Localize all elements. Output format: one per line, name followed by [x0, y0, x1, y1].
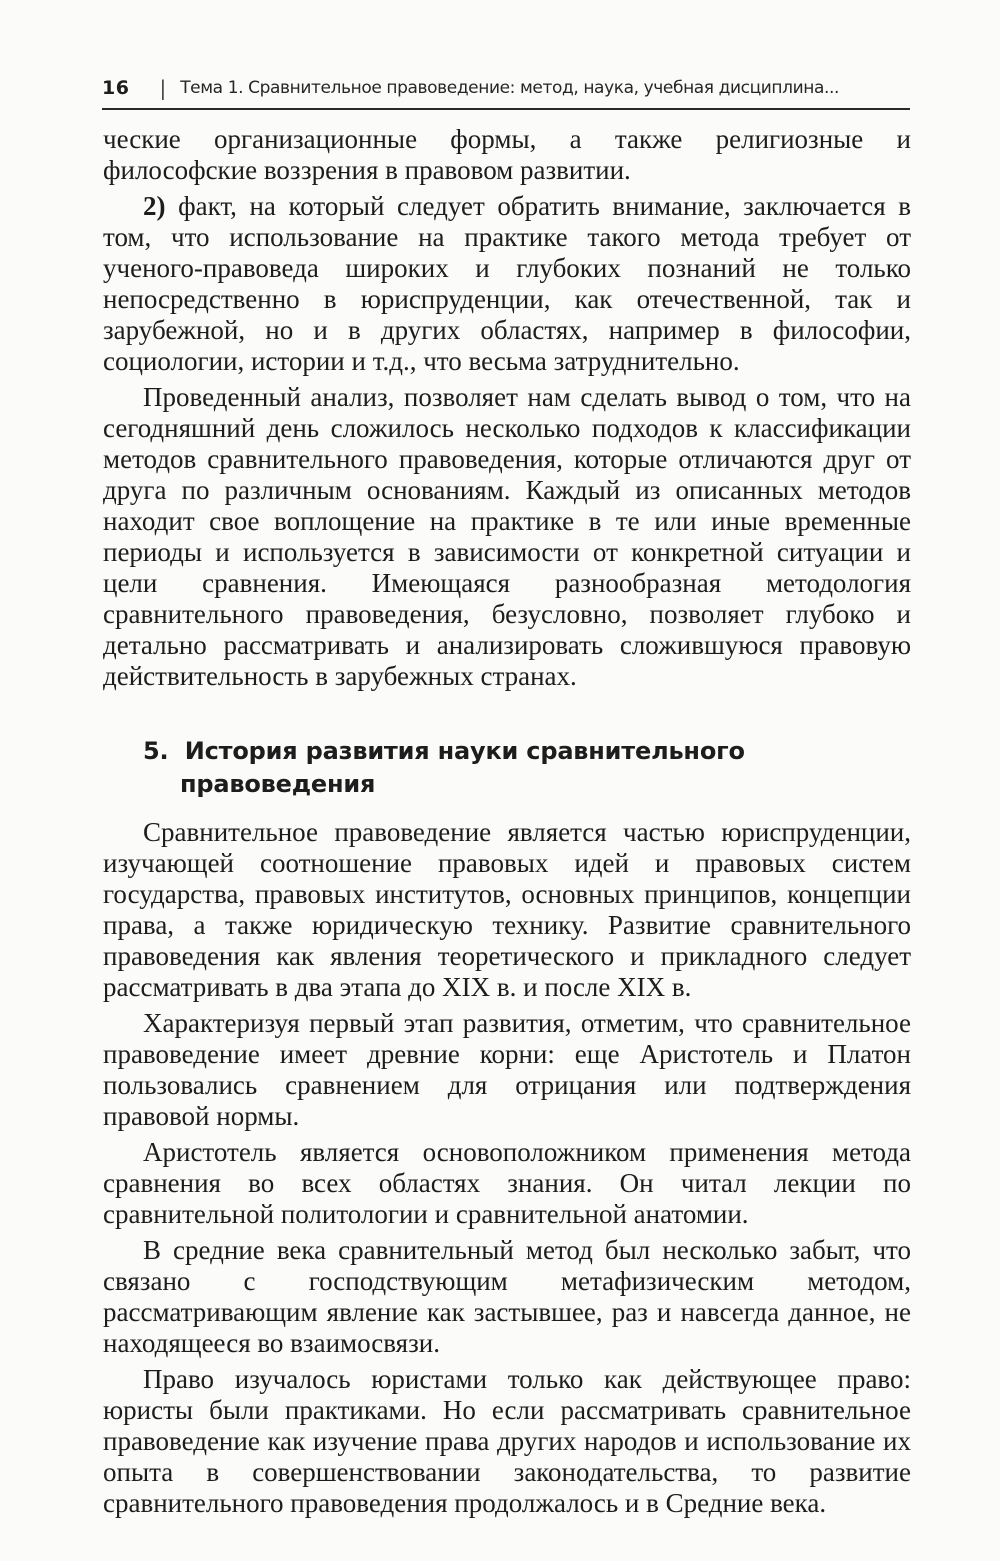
paragraph-continued: ческие организационные формы, а также религиозные и философские воззрения в правовом развитии. [103, 124, 911, 185]
paragraph: Характеризуя первый этап развития, отметим, что сравнительное правоведение имеет древние корни: еще Аристотель и Платон пользовались сравнением для отрицания или подтверждения правовой нормы. [103, 1008, 911, 1131]
section-heading [143, 735, 911, 801]
paragraph: Аристотель является основоположником применения метода сравнения во всех областях знания. Он читал лекции по сравнительной политологии и сравнительной анатомии. [103, 1137, 911, 1229]
paragraph: Право изучалось юристами только как действующее право: юристы были практиками. Но если рассматривать сравнительное правоведение как изучение права других народов и использование их опыта в совершенствовании законодательства, то развитие сравнительного правоведения продолжалось и в Средние века. [103, 1364, 911, 1518]
page-body [103, 124, 911, 1519]
paragraph-analysis-conclusion: Проведенный анализ, позволяет нам сделать вывод о том, что на сегодняшний день сложилось несколько подходов к классификации методов сравнительного правоведения, которые отличаются друг от друга по различным основаниям. Каждый из описанных методов находит свое воплощение на практике в те или иные временные периоды и используется в зависимости от конкретной ситуации и цели сравнения. Имеющаяся разнообразная методология сравнительного правоведения, безусловно, позволяет глубоко и детально рассматривать и анализировать сложившуюся правовую действительность в зарубежных странах. [103, 382, 911, 691]
paragraph: В средние века сравнительный метод был несколько забыт, что связано с господствующим метафизическим методом, рассматривающим явление как застывшее, раз и навсегда данное, не находящееся во взаимосвязи. [103, 1235, 911, 1358]
running-header [102, 68, 910, 110]
page-number: 16 [102, 77, 130, 99]
section-title: История развития науки сравнительного правоведения [180, 737, 745, 798]
list-item-text: факт, на который следует обратить внимание, заключается в том, что использование на практике такого метода требует от ученого-правоведа широких и глубоких познаний не только непосредственно в юриспруденции, как отечественной, так и зарубежной, но и в других областях, например в философии, социологии, истории и т.д., что весьма затруднительно. [103, 191, 911, 376]
running-title: Тема 1. Сравнительное правоведение: метод, наука, учебная дисциплина... [180, 78, 839, 98]
paragraph-list-item-2 [103, 191, 911, 377]
list-marker: 2) [143, 191, 166, 221]
paragraph: Сравнительное правоведение является частью юриспруденции, изучающей соотношение правовых идей и правовых систем государства, правовых институтов, основных принципов, концепции права, а также юридическую технику. Развитие сравнительного правоведения как явления теоретического и прикладного следует рассматривать в два этапа до XIX в. и после XIX в. [103, 817, 911, 1002]
section-number: 5. [143, 737, 169, 765]
header-separator: | [159, 76, 167, 100]
